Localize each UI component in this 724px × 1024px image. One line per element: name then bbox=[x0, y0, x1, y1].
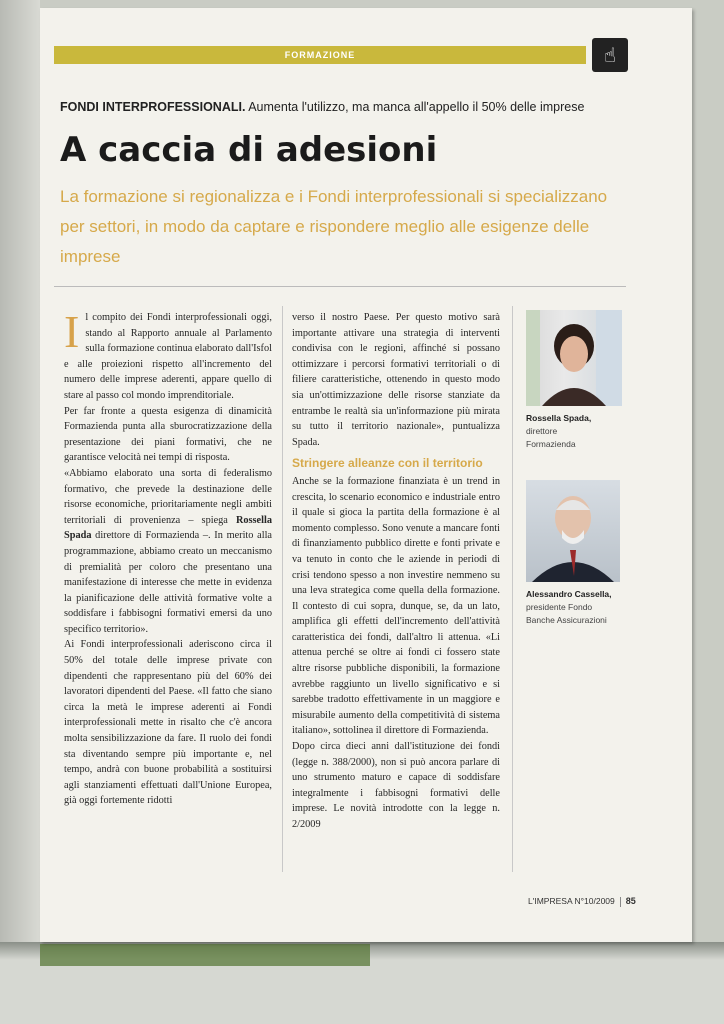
caption-name: Rossella Spada, bbox=[526, 413, 592, 423]
caption-role: presidente Fondo bbox=[526, 602, 593, 612]
paragraph: verso il nostro Paese. Per questo motivo sarà importante attivare una strategia di interventi condivisa con le regioni, affinché si possano ottimizzare i percorsi formativi territoriali o di filiere caratteristiche, ottenendo in questo modo sia un'ottimizzazione delle risorse stanziate da entrambe le realtà sia un'informazione più mirata su tutto il territorio nazionale», puntualizza Spada. bbox=[292, 312, 500, 448]
photo-caption bbox=[526, 412, 626, 451]
person-name: Rossella Spada bbox=[64, 514, 272, 542]
page-number: 85 bbox=[625, 896, 636, 906]
hand-pointer-icon: ☝ bbox=[592, 38, 628, 72]
caption-role: direttore bbox=[526, 426, 558, 436]
caption-role: Formazienda bbox=[526, 439, 576, 449]
kicker-bold: FONDI INTERPROFESSIONALI. bbox=[60, 100, 246, 114]
paragraph: Ai Fondi interprofessionali aderiscono circa il 50% del totale delle imprese private con dipendenti che rappresentano più del 60% dei lavoratori dipendenti del Paese. «Il fatto che siano circa la metà le imprese aderenti ai Fondi interprofessionali mette in risalto che c'è ancora molta sensibilizzazione da fare. Il ruolo dei fondi sta diventando sempre più importante e, nel tempo, andrà con buone probabilità a sostituirsi agli stanziamenti effettuati dall'Unione Europea, già oggi fortemente ridotti bbox=[64, 639, 272, 807]
page-footer bbox=[528, 896, 636, 907]
article-deck: La formazione si regionalizza e i Fondi interprofessionali si specializzano per settori, in modo da captare e rispondere meglio alle esigenze delle imprese bbox=[60, 187, 608, 266]
divider bbox=[54, 286, 626, 287]
paragraph: l compito dei Fondi interprofessionali oggi, stando al Rapporto annuale al Parlamento sulla formazione continua elaborato dall'Isfol e alle proiezioni rispetto all'incremento del numero delle imprese aderenti, appare quello di stare al passo col mondo imprenditoriale. bbox=[64, 312, 272, 401]
portrait-photo bbox=[526, 480, 620, 582]
cover-edge bbox=[40, 944, 370, 966]
book-spine bbox=[0, 0, 40, 1024]
column-divider bbox=[512, 306, 513, 872]
caption-name: Alessandro Cassella, bbox=[526, 589, 612, 599]
subheading: Stringere alleanze con il territorio bbox=[292, 456, 483, 471]
caption-role: Banche Assicurazioni bbox=[526, 615, 607, 625]
kicker bbox=[60, 100, 650, 114]
footer-divider bbox=[620, 897, 621, 907]
paragraph: Dopo circa dieci anni dall'istituzione dei fondi (legge n. 388/2000), non si può ancora parlare di uno strumento maturo e capace di soddisfare integralmente i fabbisogni formativi delle imprese. Le novità introdotte con la legge n. 2/2009 bbox=[292, 741, 500, 830]
magazine-page bbox=[40, 8, 692, 942]
paragraph: Per far fronte a questa esigenza di dinamicità Formazienda punta alla sburocratizzazione della presentazione dei piani formativi, che ne garantisce velocità nei tempi di risposta. bbox=[64, 405, 272, 464]
article-column-1 bbox=[64, 306, 272, 809]
column-divider bbox=[282, 306, 283, 872]
dropcap: I bbox=[64, 306, 80, 357]
kicker-text: Aumenta l'utilizzo, ma manca all'appello il 50% delle imprese bbox=[245, 100, 585, 114]
paragraph-text: «Abbiamo elaborato una sorta di federalismo formativo, che prevede la destinazione delle risorse economiche, prioritariamente negli ambiti territoriali di provenienza – spiega bbox=[64, 467, 272, 526]
article-column-2 bbox=[292, 310, 500, 833]
magazine-issue: L'IMPRESA N°10/2009 bbox=[528, 896, 615, 906]
paragraph: Anche se la formazione finanziata è un trend in crescita, lo scenario economico e industriale entro il quale si gioca la partita della formazione è al momento complesso. Sono venute a mancare fonti di finanziamento pubblico dirette e fonti private e va tenuto in conto che le aziende in periodi di crisi tendono spesso a non investire nemmeno su una leva strategica come quella della formazione. Il contesto di cui sopra, dunque, se, da un lato, amplifica gli effetti dell'incremento dell'attività caratteristica dei fondi, dall'altro li attenua. «Li attenua perché se oltre ai fondi ci fossero state altre risorse pubbliche disponibili, la formazione avrebbe raggiunto un livello significativo e si sarebbe tradotto effettivamente in un maggiore e misurabile aumento della competitività di sistema italiano», sottolinea il direttore di Formazienda. bbox=[292, 475, 500, 737]
portrait-photo bbox=[526, 310, 622, 406]
paragraph bbox=[64, 466, 272, 638]
paragraph-text: direttore di Formazienda –. In merito alla programmazione, abbiamo creato un meccanismo di premialità per coloro che presentano una manifestazione di interesse che mette in evidenza la pianificazione delle attività formative volte a soddisfare i fabbisogni formativi emersi da uno specifico territorio». bbox=[64, 530, 272, 635]
page-title: A caccia di adesioni bbox=[60, 130, 438, 170]
photo-caption bbox=[526, 588, 626, 627]
section-bar: FORMAZIONE bbox=[54, 46, 586, 64]
